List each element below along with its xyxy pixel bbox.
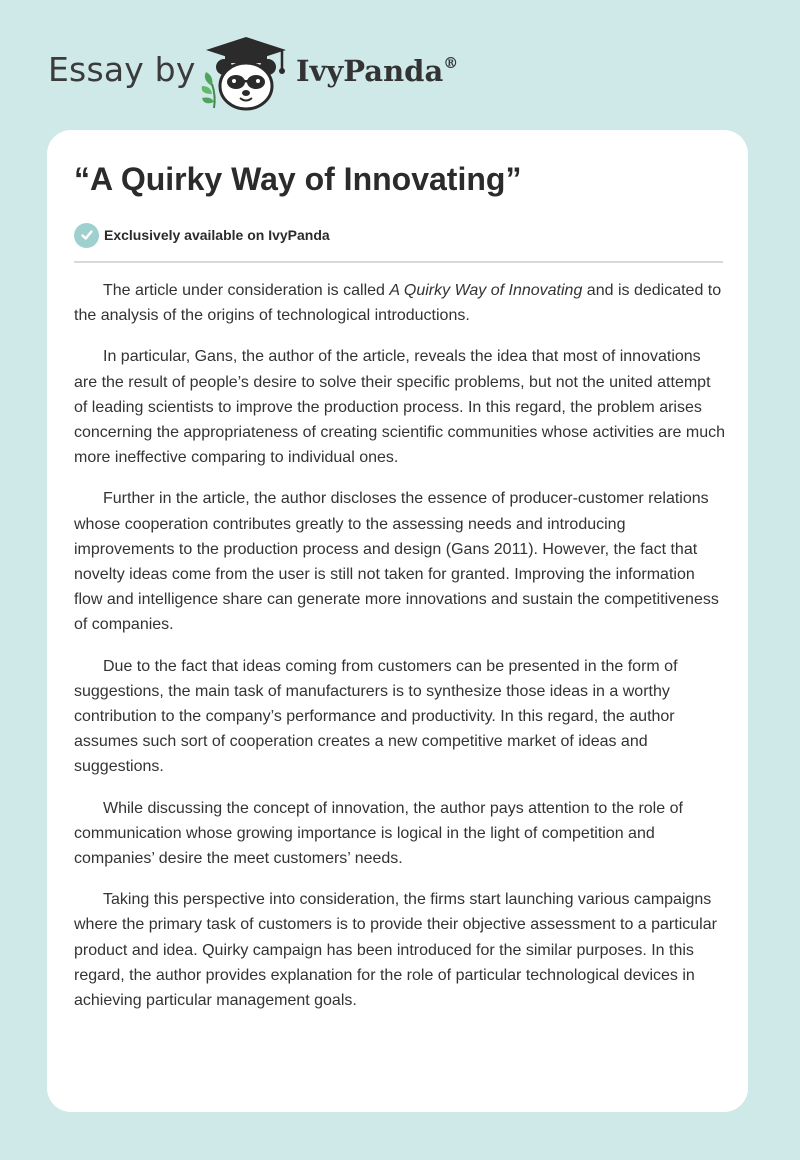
brand-text: IvyPanda [296,54,444,88]
exclusive-badge [74,222,330,248]
paragraph-3: Further in the article, the author discloses the essence of producer-customer relations whose cooperation contributes greatly to the assessing needs and introducing improvements to the production process and design (Gans 2011). However, the fact that novelty ideas come from the user is still not taken for granted. Improving the information flow and intelligence share can generate more innovations and sustain the competitiveness of companies. [74,490,719,634]
paragraph-5: While discussing the concept of innovation, the author pays attention to the role of communication whose growing importance is logical in the light of competition and companies’ desire the meet customers’ needs. [74,799,683,868]
paragraph-6: Taking this perspective into consideration, the firms start launching various campaigns where the primary task of customers is to provide their objective assessment to a particular product and idea. Quirky campaign has been introduced for the similar purposes. In this regard, the author provides explanation for the role of particular technological devices in achieving particular management goals. [74,891,717,1010]
article-title-italic: A Quirky Way of Innovating [389,282,583,299]
paragraph-2: In particular, Gans, the author of the article, reveals the idea that most of innovations are the result of people’s desire to solve their specific problems, but not the united attempt of leading scientists to improve the production process. In this regard, the problem arises concerning the appropriateness of creating scientific communities whose activities are much more ineffective comparing to individual ones. [74,348,725,467]
paragraph-1-text-start: The article under consideration is called [103,282,390,299]
paragraph-4: Due to the fact that ideas coming from customers can be presented in the form of suggestions, the main task of manufacturers is to synthesize those ideas in a worthy contribution to the company’s performance and productivity. In this regard, the author assumes such sort of cooperation creates a new competitive market of ideas and suggestions. [74,657,678,776]
site-header [0,0,800,130]
check-icon [74,223,99,248]
badge-label: Exclusively available on IvyPanda [104,227,330,243]
essay-body [74,278,726,1029]
registered-mark: ® [443,54,459,73]
divider [74,261,723,263]
essay-by-label: Essay by [48,50,196,89]
essay-title: “A Quirky Way of Innovating” [74,161,522,197]
paragraph-1 [74,278,726,328]
panda-graduate-icon[interactable] [198,34,294,114]
paragraph-1-text-end: and is dedicated to the analysis of the origins of technological introductions. [74,282,722,325]
brand-name[interactable] [296,54,458,88]
essay-card [47,130,748,1112]
